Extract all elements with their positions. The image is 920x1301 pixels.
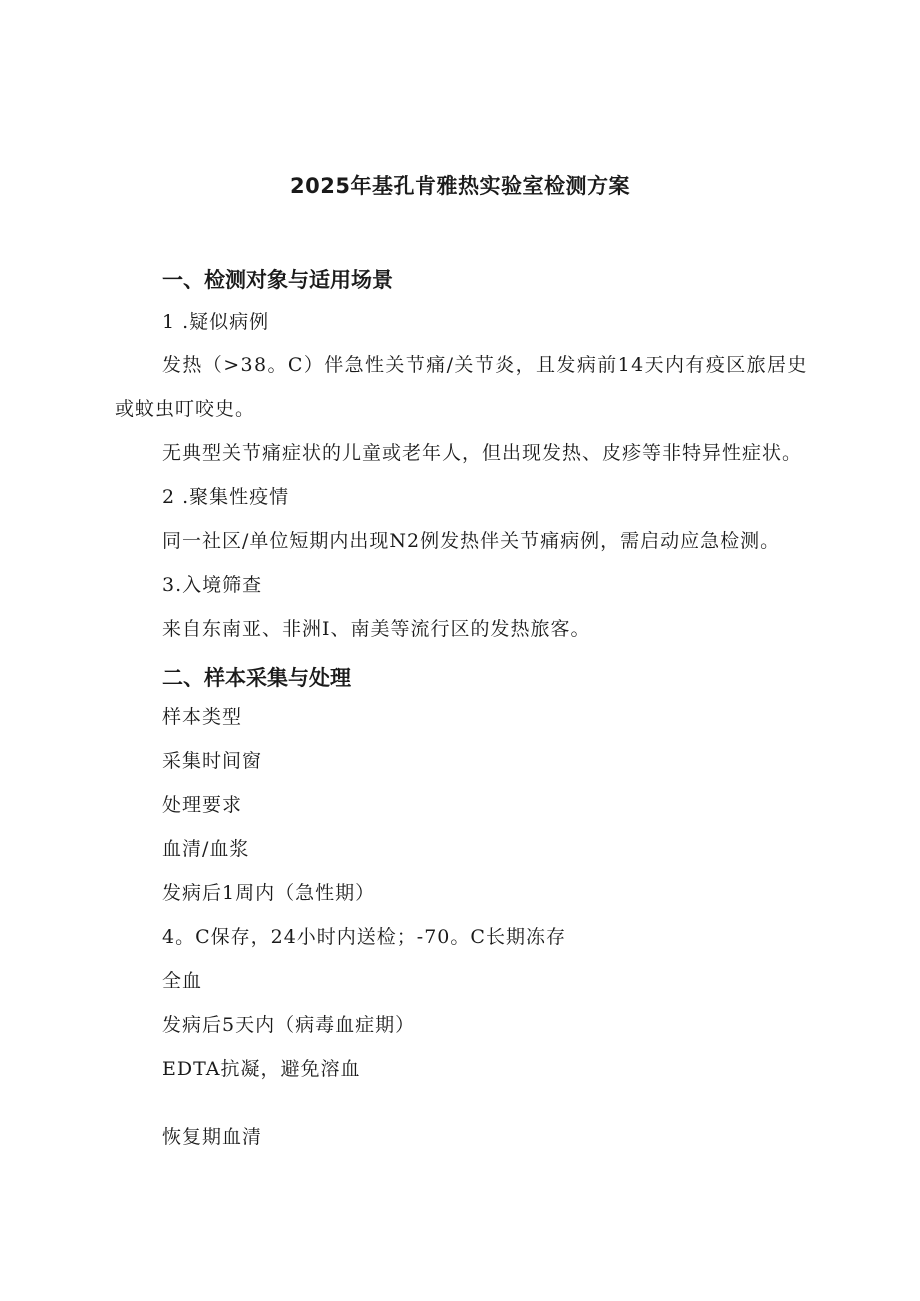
sample-line: EDTA抗凝，避免溶血	[162, 1058, 361, 1080]
paragraph-entry: 来自东南亚、非洲I、南美等流行区的发热旅客。	[162, 618, 591, 640]
sample-line: 恢复期血清	[162, 1126, 263, 1148]
subsection-heading-suspected: 1 .疑似病例	[162, 311, 270, 333]
section-heading-1: 一、检测对象与适用场景	[162, 268, 393, 292]
sample-line: 发病后1周内（急性期）	[162, 882, 376, 904]
subsection-heading-cluster: 2 .聚集性疫情	[162, 486, 290, 508]
sample-line: 4。C保存，24小时内送检；-70。C长期冻存	[162, 926, 566, 948]
paragraph-atypical: 无典型关节痛症状的儿童或老年人，但出现发热、皮疹等非特异性症状。	[162, 442, 803, 464]
sample-line: 发病后5天内（病毒血症期）	[162, 1014, 416, 1036]
sample-line: 全血	[162, 970, 203, 992]
sample-line: 采集时间窗	[162, 750, 263, 772]
paragraph-suspected-criteria-cont: 或蚊虫叮咬史。	[115, 398, 256, 420]
paragraph-cluster: 同一社区/单位短期内出现N2例发热伴关节痛病例，需启动应急检测。	[162, 530, 781, 552]
sample-line: 处理要求	[162, 794, 243, 816]
sample-line: 血清/血浆	[162, 838, 250, 860]
paragraph-suspected-criteria: 发热（>38。C）伴急性关节痛/关节炎，且发病前14天内有疫区旅居史	[162, 354, 808, 376]
sample-line: 样本类型	[162, 706, 243, 728]
document-title: 2025年基孔肯雅热实验室检测方案	[290, 174, 630, 198]
subsection-heading-entry: 3.入境筛查	[162, 574, 263, 596]
section-heading-2: 二、样本采集与处理	[162, 666, 351, 690]
